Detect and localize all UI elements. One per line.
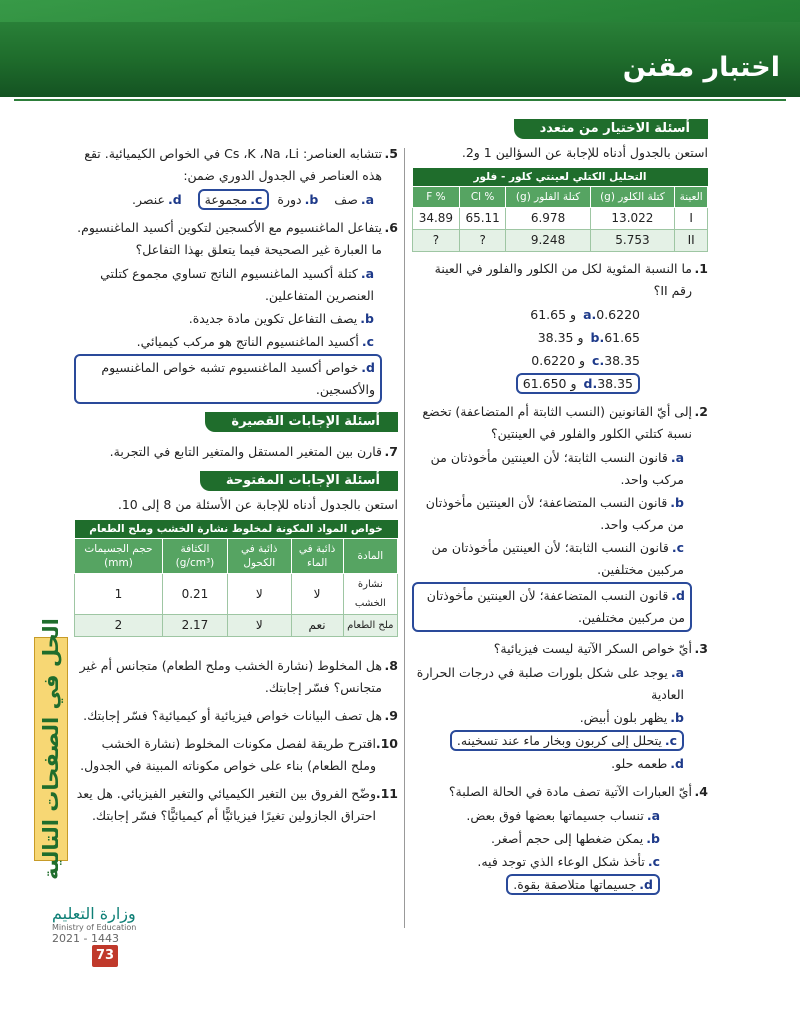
table-cell: 13.022 <box>590 208 675 230</box>
option-a[interactable]: a.قانون النسب الثابتة؛ لأن العينتين مأخوذتان من مركب واحد. <box>430 450 684 487</box>
table-title: التحليل الكتلي لعينتي كلور - فلور <box>413 168 708 187</box>
question-text: أيّ العبارات الآتية تصف مادة في الحالة الصلبة؟ <box>448 784 692 799</box>
question-number: 1. <box>694 261 708 276</box>
table-header: كتلة الفلور (g) <box>506 187 590 208</box>
option-c[interactable]: c.تأخذ شكل الوعاء الذي توجد فيه. <box>477 854 660 869</box>
question-text: هل المخلوط (نشارة الخشب وملح الطعام) متجانس أم غير متجانس؟ فسّر إجابتك. <box>79 658 382 695</box>
option-a[interactable]: a.0.6220 و 61.65 <box>530 307 640 322</box>
question-text: قارن بين المتغير المستقل والمتغير التابع في التجربة. <box>109 444 382 459</box>
table-intro: استعن بالجدول أدناه للإجابة عن الأسئلة من 8 إلى 10. <box>117 497 398 512</box>
question-number: 7. <box>384 444 398 459</box>
table-header: العينة <box>675 187 708 208</box>
option-b[interactable]: b.يصف التفاعل تكوين مادة جديدة. <box>188 311 374 326</box>
section-heading-open: أسئلة الإجابات المفتوحة <box>200 471 398 491</box>
option-b[interactable]: b.دورة <box>277 192 319 207</box>
option-d-highlighted[interactable]: d.38.35 و 61.650 <box>412 373 648 395</box>
ministry-name-ar: وزارة التعليم <box>52 904 136 923</box>
header-rule <box>14 99 786 101</box>
option-a[interactable]: a.تنساب جسيماتها بعضها فوق بعض. <box>466 808 660 823</box>
question-text: أيّ خواص السكر الآتية ليست فيزيائية؟ <box>493 641 692 656</box>
table-header: الكثافة (g/cm³) <box>162 539 227 574</box>
question-5 <box>74 143 398 187</box>
table-cell: 2.17 <box>162 615 227 637</box>
table-cell: لا <box>227 615 291 637</box>
q5-options-row <box>74 189 398 211</box>
option-a[interactable]: a.كتلة أكسيد الماغنسيوم الناتج تساوي مجموع كتلتي العنصرين المتفاعلين. <box>100 266 374 303</box>
question-number: 4. <box>694 784 708 799</box>
option-b[interactable]: b.يمكن ضغطها إلى حجم أصغر. <box>491 831 660 846</box>
table-header: % F <box>413 187 460 208</box>
page-header <box>0 0 800 97</box>
option-c[interactable]: c.38.35 و 0.6220 <box>531 353 640 368</box>
table-cell: ملح الطعام <box>343 615 397 637</box>
option-c-highlighted[interactable]: c.مجموعة <box>198 189 270 210</box>
page-title: اختبار مقنن <box>622 52 780 83</box>
option-c[interactable]: c.قانون النسب الثابتة؛ لأن العينتين مأخوذتان من مركبين مختلفين. <box>431 540 684 577</box>
table-cell: نعم <box>291 615 343 637</box>
mixture-properties-table <box>74 520 398 637</box>
table-cell: 1 <box>75 574 163 615</box>
edition-year: 2021 - 1443 <box>52 932 119 945</box>
solutions-banner-text: الحل في الصفحات التالية <box>39 618 63 880</box>
question-text: اقترح طريقة لفصل مكونات المخلوط (نشارة الخشب وملح الطعام) بناء على خواص مكوناته المبينة في الجدول. <box>80 736 376 773</box>
table-row <box>413 208 708 230</box>
table-cell: II <box>675 230 708 252</box>
question-7 <box>74 441 398 463</box>
option-b[interactable]: b.قانون النسب المتضاعفة؛ لأن العينتين مأخوذتان من مركب واحد. <box>425 495 684 532</box>
question-8 <box>74 655 398 699</box>
question-number: 2. <box>694 404 708 419</box>
option-d-highlighted[interactable]: d.قانون النسب المتضاعفة؛ لأن العينتين مأخوذتان من مركبين مختلفين. <box>412 582 692 632</box>
table-cell: لا <box>291 574 343 615</box>
option-c-highlighted[interactable]: c.يتحلل إلى كربون وبخار ماء عند تسخينه. <box>412 730 692 752</box>
question-number: 10. <box>375 736 398 751</box>
table-cell: 6.978 <box>506 208 590 230</box>
question-2 <box>412 401 708 445</box>
table-row <box>413 230 708 252</box>
question-text: يتفاعل الماغنسيوم مع الأكسجين لتكوين أكسيد الماغنسيوم. ما العبارة غير الصحيحة فيما يتعلق بهذا التفاعل؟ <box>77 220 382 257</box>
left-column <box>74 143 398 829</box>
question-number: 9. <box>384 708 398 723</box>
ministry-logo <box>52 904 172 945</box>
question-text: تتشابه العناصر: Cs ،K ،Na ،Li في الخواص الكيميائية. تقع هذه العناصر في الجدول الدوري ضمن: <box>84 146 382 183</box>
section-heading-short: أسئلة الإجابات القصيرة <box>205 412 398 432</box>
question-9 <box>74 705 398 727</box>
table-cell: نشارة الخشب <box>343 574 397 615</box>
table-cell: I <box>675 208 708 230</box>
option-d-highlighted[interactable]: d.جسيماتها متلاصقة بقوة. <box>412 874 668 896</box>
table-header: المادة <box>343 539 397 574</box>
option-c[interactable]: c.أكسيد الماغنسيوم الناتج هو مركب كيميائي. <box>136 334 374 349</box>
table-cell: 0.21 <box>162 574 227 615</box>
question-text: ما النسبة المئوية لكل من الكلور والفلور في العينة رقم II؟ <box>434 261 692 298</box>
section-heading-mc: أسئلة الاختيار من متعدد <box>514 119 708 139</box>
question-6 <box>74 217 398 261</box>
table-cell: 34.89 <box>413 208 460 230</box>
header-decoration <box>0 0 800 22</box>
question-text: وضّح الفروق بين التغير الكيميائي والتغير الفيزيائي. هل يعد احتراق الجازولين تغيرًا فيزيائيًّا أم كيميائيًّا؟ فسّر إجابتك. <box>76 786 376 823</box>
question-number: 5. <box>384 146 398 161</box>
table-cell: 5.753 <box>590 230 675 252</box>
option-d[interactable]: d.طعمه حلو. <box>611 756 684 771</box>
option-b[interactable]: b.61.65 و 38.35 <box>537 330 640 345</box>
chlorine-fluorine-table <box>412 168 708 252</box>
table-cell: ? <box>413 230 460 252</box>
question-4 <box>412 781 708 803</box>
question-3 <box>412 638 708 660</box>
table-cell: لا <box>227 574 291 615</box>
table-cell: ? <box>459 230 506 252</box>
table-cell: 2 <box>75 615 163 637</box>
question-10 <box>74 733 398 777</box>
option-d[interactable]: d.عنصر. <box>132 192 182 207</box>
column-divider <box>404 148 405 928</box>
option-a[interactable]: a.يوجد على شكل بلورات صلبة في درجات الحرارة العادية <box>416 665 684 702</box>
table-header: حجم الجسيمات (mm) <box>75 539 163 574</box>
option-d-highlighted[interactable]: d.خواص أكسيد الماغنسيوم تشبه خواص الماغنسيوم والأكسجين. <box>74 354 382 404</box>
right-column <box>412 117 708 897</box>
question-1 <box>412 258 708 302</box>
option-a[interactable]: a.صف <box>334 192 374 207</box>
question-11 <box>74 783 398 827</box>
question-number: 3. <box>694 641 708 656</box>
question-number: 6. <box>384 220 398 235</box>
option-b[interactable]: b.يظهر بلون أبيض. <box>579 710 684 725</box>
question-number: 8. <box>384 658 398 673</box>
table-title: خواص المواد المكونة لمخلوط نشارة الخشب وملح الطعام <box>75 520 398 539</box>
table-cell: 9.248 <box>506 230 590 252</box>
solutions-banner <box>34 618 68 880</box>
page-number: 73 <box>92 945 118 967</box>
question-number: 11. <box>375 786 398 801</box>
table-header: ذائبة في الكحول <box>227 539 291 574</box>
table-header: كتلة الكلور (g) <box>590 187 675 208</box>
question-text: هل تصف البيانات خواص فيزيائية أو كيميائية؟ فسّر إجابتك. <box>83 708 382 723</box>
table-header: % Cl <box>459 187 506 208</box>
table-intro: استعن بالجدول أدناه للإجابة عن السؤالين 1 و2. <box>461 145 708 160</box>
table-row <box>75 574 398 615</box>
question-text: إلى أيّ القانونين (النسب الثابتة أم المتضاعفة) تخضع نسبة كتلتي الكلور والفلور في العينتين؟ <box>422 404 692 441</box>
table-header: ذائبة في الماء <box>291 539 343 574</box>
ministry-name-en: Ministry of Education <box>52 923 137 932</box>
table-cell: 65.11 <box>459 208 506 230</box>
table-row <box>75 615 398 637</box>
